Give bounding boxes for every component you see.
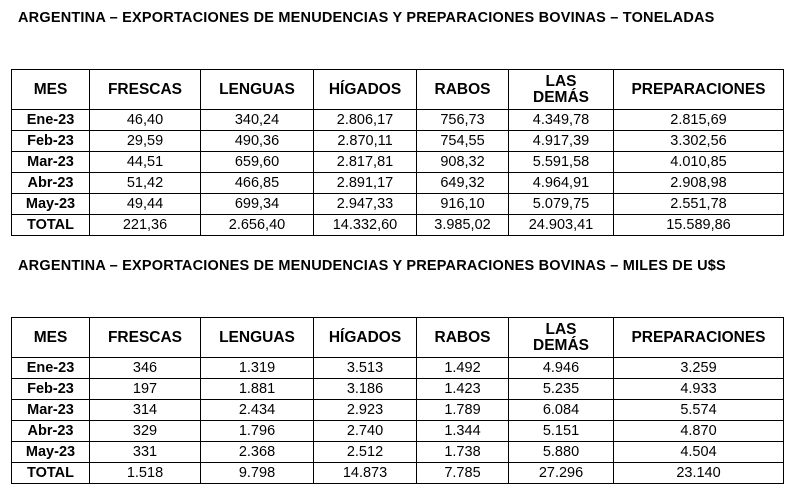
frescas-cell: 346	[90, 358, 201, 379]
las-demas-cell: 24.903,41	[509, 215, 614, 236]
las-demas-cell: 27.296	[509, 463, 614, 484]
table-row	[12, 173, 784, 194]
frescas-cell: 329	[90, 421, 201, 442]
las-demas-cell: 5.235	[509, 379, 614, 400]
higados-cell: 14.873	[314, 463, 417, 484]
preparaciones-cell: 23.140	[614, 463, 784, 484]
frescas-cell: 197	[90, 379, 201, 400]
rabos-cell: 1.789	[417, 400, 509, 421]
lenguas-cell: 699,34	[201, 194, 314, 215]
table-row	[12, 110, 784, 131]
tonnes-table-title: ARGENTINA – EXPORTACIONES DE MENUDENCIAS Y PREPARACIONES BOVINAS – TONELADAS	[18, 10, 715, 26]
lenguas-cell: 490,36	[201, 131, 314, 152]
las-demas-cell: 5.591,58	[509, 152, 614, 173]
lenguas-cell: 659,60	[201, 152, 314, 173]
mes-cell: May-23	[12, 194, 90, 215]
lenguas-cell: 1.319	[201, 358, 314, 379]
column-header-lenguas: LENGUAS	[201, 70, 314, 110]
table-header-row	[12, 318, 784, 358]
las-demas-cell: 6.084	[509, 400, 614, 421]
las-demas-cell: 5.151	[509, 421, 614, 442]
rabos-cell: 7.785	[417, 463, 509, 484]
higados-cell: 2.817,81	[314, 152, 417, 173]
mes-cell: Mar-23	[12, 152, 90, 173]
las-demas-cell: 4.964,91	[509, 173, 614, 194]
las-demas-cell: 5.880	[509, 442, 614, 463]
mes-cell: Ene-23	[12, 110, 90, 131]
frescas-cell: 29,59	[90, 131, 201, 152]
usd-table-body	[12, 358, 784, 484]
mes-cell: Abr-23	[12, 173, 90, 194]
frescas-cell: 331	[90, 442, 201, 463]
usd-table-title: ARGENTINA – EXPORTACIONES DE MENUDENCIAS Y PREPARACIONES BOVINAS – MILES DE U$S	[18, 258, 726, 274]
preparaciones-cell: 2.908,98	[614, 173, 784, 194]
table-row	[12, 358, 784, 379]
column-header-preparaciones: PREPARACIONES	[614, 70, 784, 110]
column-header-rabos: RABOS	[417, 70, 509, 110]
higados-cell: 2.806,17	[314, 110, 417, 131]
column-header-higados: HÍGADOS	[314, 318, 417, 358]
table-row	[12, 131, 784, 152]
rabos-cell: 1.344	[417, 421, 509, 442]
column-header-lenguas: LENGUAS	[201, 318, 314, 358]
higados-cell: 2.923	[314, 400, 417, 421]
rabos-cell: 1.738	[417, 442, 509, 463]
table-row	[12, 400, 784, 421]
column-header-frescas: FRESCAS	[90, 318, 201, 358]
higados-cell: 3.186	[314, 379, 417, 400]
preparaciones-cell: 4.870	[614, 421, 784, 442]
mes-cell: TOTAL	[12, 215, 90, 236]
frescas-cell: 314	[90, 400, 201, 421]
las-demas-cell: 4.349,78	[509, 110, 614, 131]
preparaciones-cell: 4.504	[614, 442, 784, 463]
preparaciones-cell: 15.589,86	[614, 215, 784, 236]
higados-cell: 2.891,17	[314, 173, 417, 194]
table-row	[12, 194, 784, 215]
rabos-cell: 908,32	[417, 152, 509, 173]
tonnes-table	[11, 69, 784, 236]
table-row	[12, 152, 784, 173]
rabos-cell: 1.492	[417, 358, 509, 379]
tonnes-table-body	[12, 110, 784, 236]
frescas-cell: 51,42	[90, 173, 201, 194]
lenguas-cell: 340,24	[201, 110, 314, 131]
column-header-frescas: FRESCAS	[90, 70, 201, 110]
frescas-cell: 221,36	[90, 215, 201, 236]
column-header-rabos: RABOS	[417, 318, 509, 358]
preparaciones-cell: 4.010,85	[614, 152, 784, 173]
higados-cell: 3.513	[314, 358, 417, 379]
rabos-cell: 649,32	[417, 173, 509, 194]
lenguas-cell: 1.881	[201, 379, 314, 400]
higados-cell: 2.512	[314, 442, 417, 463]
table-header-row	[12, 70, 784, 110]
preparaciones-cell: 4.933	[614, 379, 784, 400]
column-header-preparaciones: PREPARACIONES	[614, 318, 784, 358]
mes-cell: Feb-23	[12, 131, 90, 152]
lenguas-cell: 1.796	[201, 421, 314, 442]
column-header-mes: MES	[12, 318, 90, 358]
rabos-cell: 754,55	[417, 131, 509, 152]
las-demas-cell: 4.917,39	[509, 131, 614, 152]
preparaciones-cell: 5.574	[614, 400, 784, 421]
column-header-las-demas: LAS DEMÁS	[509, 318, 614, 358]
rabos-cell: 756,73	[417, 110, 509, 131]
mes-cell: May-23	[12, 442, 90, 463]
frescas-cell: 1.518	[90, 463, 201, 484]
table-row	[12, 379, 784, 400]
table-row	[12, 463, 784, 484]
table-row	[12, 215, 784, 236]
mes-cell: Mar-23	[12, 400, 90, 421]
lenguas-cell: 9.798	[201, 463, 314, 484]
lenguas-cell: 2.434	[201, 400, 314, 421]
higados-cell: 2.740	[314, 421, 417, 442]
las-demas-cell: 5.079,75	[509, 194, 614, 215]
mes-cell: TOTAL	[12, 463, 90, 484]
preparaciones-cell: 2.551,78	[614, 194, 784, 215]
table-row	[12, 442, 784, 463]
preparaciones-cell: 3.302,56	[614, 131, 784, 152]
lenguas-cell: 2.368	[201, 442, 314, 463]
table-row	[12, 421, 784, 442]
column-header-mes: MES	[12, 70, 90, 110]
higados-cell: 14.332,60	[314, 215, 417, 236]
rabos-cell: 1.423	[417, 379, 509, 400]
higados-cell: 2.870,11	[314, 131, 417, 152]
preparaciones-cell: 3.259	[614, 358, 784, 379]
lenguas-cell: 2.656,40	[201, 215, 314, 236]
higados-cell: 2.947,33	[314, 194, 417, 215]
mes-cell: Abr-23	[12, 421, 90, 442]
frescas-cell: 49,44	[90, 194, 201, 215]
preparaciones-cell: 2.815,69	[614, 110, 784, 131]
rabos-cell: 3.985,02	[417, 215, 509, 236]
frescas-cell: 44,51	[90, 152, 201, 173]
column-header-higados: HÍGADOS	[314, 70, 417, 110]
las-demas-cell: 4.946	[509, 358, 614, 379]
lenguas-cell: 466,85	[201, 173, 314, 194]
rabos-cell: 916,10	[417, 194, 509, 215]
column-header-las-demas: LAS DEMÁS	[509, 70, 614, 110]
frescas-cell: 46,40	[90, 110, 201, 131]
mes-cell: Feb-23	[12, 379, 90, 400]
usd-table	[11, 317, 784, 484]
mes-cell: Ene-23	[12, 358, 90, 379]
